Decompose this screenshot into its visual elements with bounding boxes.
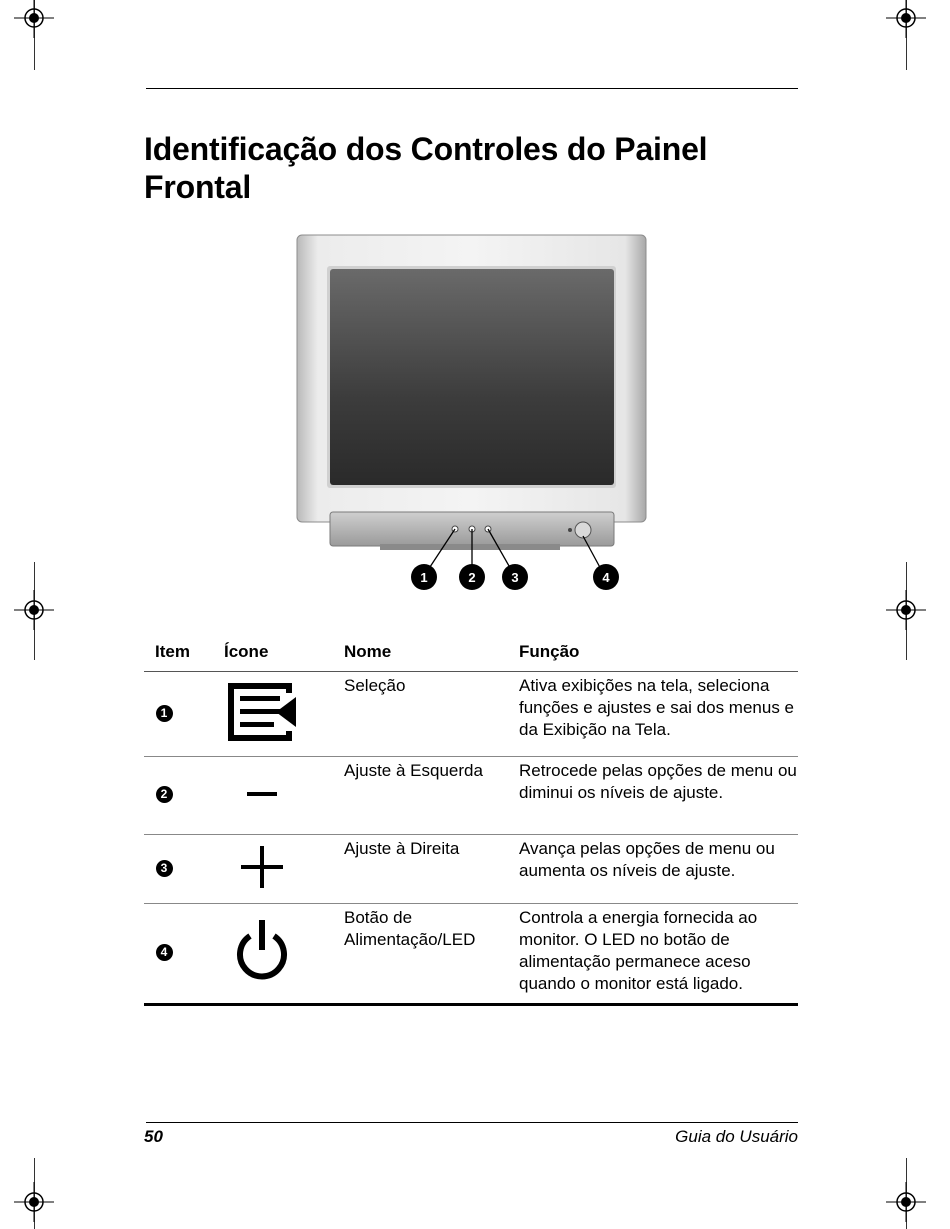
control-name: Botão de Alimentação/LED (344, 904, 519, 1005)
control-function: Controla a energia fornecida ao monitor. O LED no botão de alimentação permanece aceso quando o monitor está ligado. (519, 904, 798, 1005)
table-row (144, 835, 798, 904)
registration-mark-bottom-left (14, 1182, 54, 1222)
power-icon (230, 940, 294, 959)
control-name: Ajuste à Esquerda (344, 757, 519, 835)
callout-4 (593, 564, 619, 590)
minus-icon (245, 783, 279, 802)
table-header-row (144, 636, 798, 672)
menu-select-icon (226, 701, 298, 720)
registration-mark-top-right (886, 0, 926, 38)
registration-mark-mid-left (14, 590, 54, 630)
control-name: Ajuste à Direita (344, 835, 519, 904)
monitor-front-illustration (290, 230, 660, 600)
control-function: Retrocede pelas opções de menu ou diminui os níveis de ajuste. (519, 757, 798, 835)
registration-mark-top-left (14, 0, 54, 38)
item-number-3: 3 (156, 860, 173, 877)
callout-1 (411, 564, 437, 590)
svg-text:3: 3 (511, 570, 519, 585)
registration-mark-bottom-right (886, 1182, 926, 1222)
svg-text:4: 4 (602, 570, 610, 585)
footer-doc-title: Guia do Usuário (675, 1127, 798, 1146)
table-row (144, 904, 798, 1005)
page-number: 50 (144, 1127, 163, 1146)
table-row (144, 672, 798, 757)
registration-mark-mid-right (886, 590, 926, 630)
control-function: Avança pelas opções de menu ou aumenta os níveis de ajuste. (519, 835, 798, 904)
footer-rule (146, 1122, 798, 1123)
item-number-1: 1 (156, 705, 173, 722)
page-title: Identificação dos Controles do Painel Frontal (144, 131, 708, 205)
svg-text:2: 2 (468, 570, 476, 585)
header-function: Função (519, 636, 798, 672)
control-name: Seleção (344, 672, 519, 757)
item-number-4: 4 (156, 944, 173, 961)
table-row (144, 757, 798, 835)
control-function: Ativa exibições na tela, seleciona funções e ajustes e sai dos menus e da Exibição na Tela. (519, 672, 798, 757)
header-name: Nome (344, 636, 519, 672)
callout-3 (502, 564, 528, 590)
header-item: Item (144, 636, 224, 672)
item-number-2: 2 (156, 786, 173, 803)
plus-icon (239, 856, 285, 875)
header-rule (146, 88, 798, 89)
svg-text:1: 1 (420, 570, 428, 585)
header-icon: Ícone (224, 636, 344, 672)
callout-2 (459, 564, 485, 590)
front-panel-controls-table (144, 636, 798, 1006)
